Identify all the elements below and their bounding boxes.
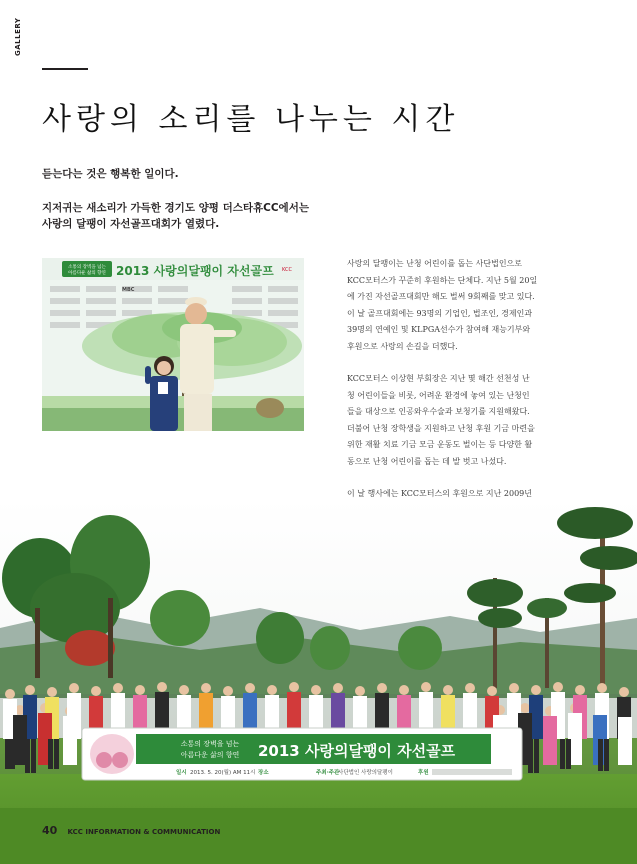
lead-text: 듣는다는 것은 행복한 일이다. (42, 168, 179, 180)
title-rule (42, 68, 88, 70)
page-number: 40 (42, 824, 58, 837)
banner-slogan-2: 아름다운 삶의 향연 (180, 751, 240, 759)
body-paragraph (347, 371, 599, 470)
backdrop-event-title: 2013 사랑의달팽이 자선골프 (116, 264, 274, 278)
banner-date-label: 일시 (176, 770, 187, 776)
backdrop-sponsor-logo: MBC (122, 287, 135, 293)
body-line: KCC모터스가 꾸준히 후원하는 단체다. 지난 5월 20일 (347, 275, 538, 285)
body-line: 39명의 연예인 및 KLPGA선수가 참여해 재능기부와 (347, 325, 531, 334)
body-line: 동으로 난청 어린이를 돕는 데 발 벗고 나섰다. (347, 456, 507, 466)
body-line: KCC모터스 이상현 부회장은 지난 몇 해간 선천성 난 (347, 374, 530, 383)
page-title: 사랑의 소리를 나누는 시간 (42, 102, 460, 137)
body-line: 들을 대상으로 인공와우수술과 보청기를 지원해왔다. (347, 407, 530, 416)
banner-sponsor-label: 후원 (418, 770, 429, 776)
banner-slogan-1: 소통의 장벽을 넘는 (180, 740, 240, 748)
subtitle (42, 200, 309, 232)
group-event-banner (82, 728, 522, 780)
banner-place-label: 장소 (258, 770, 269, 776)
section-label: GALLERY (14, 17, 22, 56)
group-photo (0, 498, 637, 864)
event-photo-portrait (42, 258, 304, 431)
banner-date-value: 2013. 5. 20(월) AM 11시 (190, 770, 256, 776)
banner-event-title: 2013 사랑의달팽이 자선골프 (258, 742, 456, 760)
body-line: 더불어 난청 장학생을 지원하고 난청 후원 기금 마련을 (347, 423, 535, 433)
body-line: 위한 재활 치료 기금 모금 운동도 벌이는 등 다양한 활 (347, 440, 533, 449)
body-line: 후원으로 사랑의 손길을 더했다. (347, 341, 458, 351)
subtitle-line: 지저귀는 새소리가 가득한 경기도 양평 더스타휴CC에서는 (42, 202, 309, 214)
portrait-photo-illustration (42, 258, 304, 431)
publication-name: KCC INFORMATION & COMMUNICATION (67, 828, 221, 836)
body-line: 이 날 행사에는 KCC모터스의 후원으로 지난 2009년 (347, 489, 532, 498)
snail-logo (90, 734, 134, 774)
body-line: 이 날 골프대회에는 93명의 기업인, 법조인, 경제인과 (347, 308, 533, 318)
body-line: 에 가진 자선골프대회만 해도 벌써 9회째를 맞고 있다. (347, 292, 535, 301)
backdrop-slogan-1: 소통의 장벽을 넘는 (68, 265, 106, 270)
backdrop-slogan-2: 아름다운 삶의 향연 (68, 271, 106, 276)
snail-illustration (256, 398, 284, 418)
body-paragraph (347, 256, 599, 355)
subtitle-line: 사랑의 달팽이 자선골프대회가 열렸다. (42, 218, 220, 230)
banner-host-label: 주최·주관 (316, 770, 340, 776)
page-footer (42, 824, 220, 837)
body-line: 청 어린이들을 비롯, 어려운 환경에 놓여 있는 난청인 (347, 390, 530, 400)
group-photo-illustration (0, 498, 637, 864)
body-line: 사랑의 달팽이는 난청 어린이를 돕는 사단법인으로 (347, 259, 523, 268)
backdrop-kcc-logo: KCC (282, 267, 292, 273)
banner-host-value: 사단법인 사랑의달팽이 (338, 770, 393, 776)
